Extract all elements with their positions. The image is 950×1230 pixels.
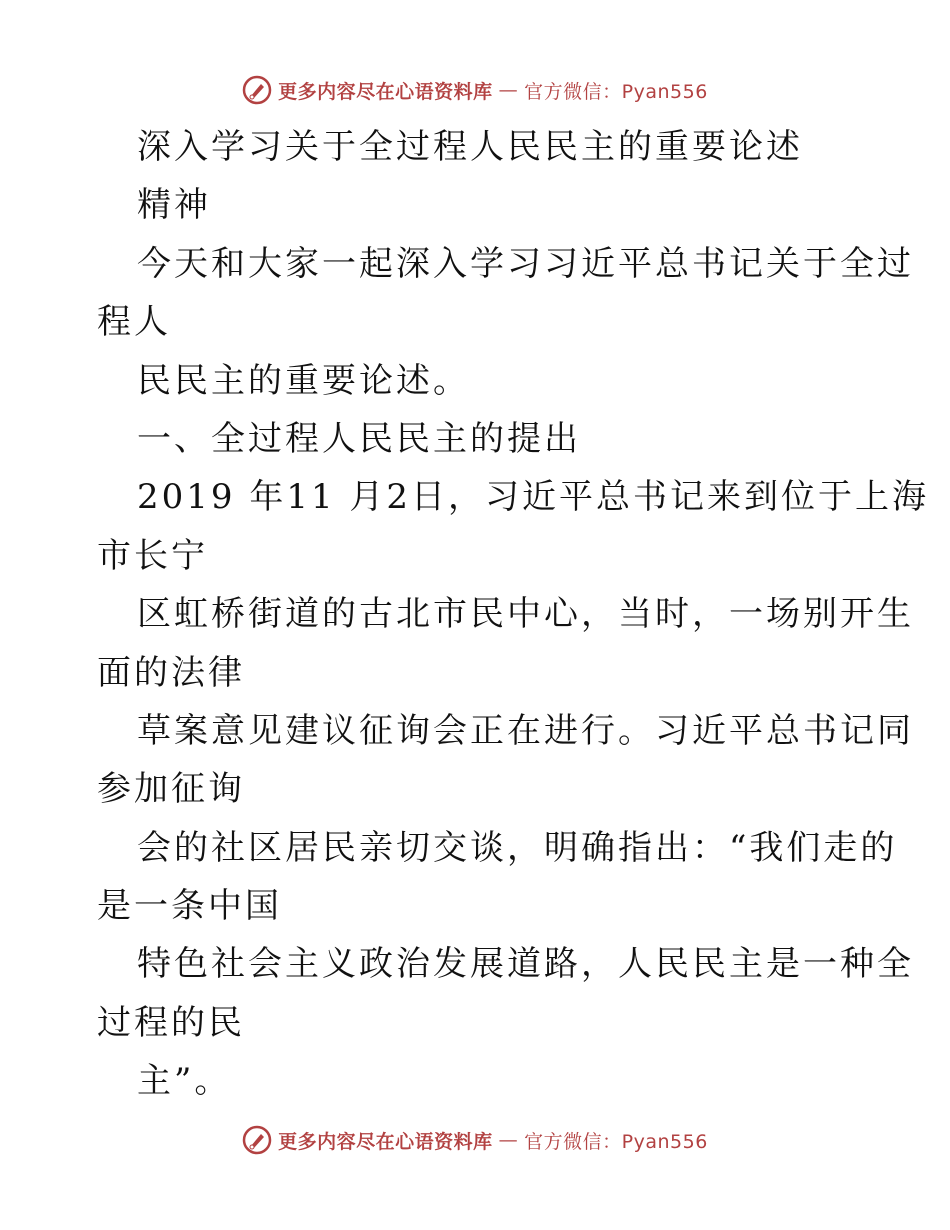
doc-title-line-2: 精神 [137,185,211,226]
watermark-prefix: 更多内容尽在心语资料库 [278,1130,493,1153]
paragraph-line-wrap: 参加征询 [97,769,245,810]
watermark-header [0,70,950,110]
paragraph-line: 草案意见建议征询会正在进行。习近平总书记同 [137,710,914,751]
fountain-pen-seal-icon [242,1125,272,1155]
paragraph-line-wrap: 是一条中国 [97,886,282,927]
paragraph-line-wrap: 程人 [97,302,171,343]
paragraph-line: 会的社区居民亲切交谈，明确指出：“我们走的 [137,827,898,868]
doc-title-line-1: 深入学习关于全过程人民民主的重要论述 [137,127,803,167]
section-heading: 一、全过程人民民主的提出 [137,418,581,459]
paragraph-line: 今天和大家一起深入学习习近平总书记关于全过 [137,243,914,284]
watermark-suffix: 官方微信：Pyan556 [524,80,708,103]
paragraph-line: 2019 年11 月2日，习近平总书记来到位于上海 [137,477,930,518]
fountain-pen-seal-icon [242,75,272,105]
watermark-dash: — [498,79,519,101]
watermark-footer [0,1120,950,1160]
watermark-suffix: 官方微信：Pyan556 [524,1130,708,1153]
paragraph-line: 民民主的重要论述。 [137,360,470,401]
paragraph-line-wrap: 面的法律 [97,652,245,693]
document-body [97,118,930,1111]
paragraph-line-wrap: 过程的民 [97,1002,245,1043]
paragraph-line: 主”。 [137,1061,232,1102]
paragraph-line-wrap: 市长宁 [97,535,208,576]
paragraph-line: 特色社会主义政治发展道路，人民民主是一种全 [137,944,914,985]
watermark-dash: — [498,1129,519,1151]
paragraph-line: 区虹桥街道的古北市民中心，当时，一场别开生 [137,594,914,635]
watermark-prefix: 更多内容尽在心语资料库 [278,80,493,103]
